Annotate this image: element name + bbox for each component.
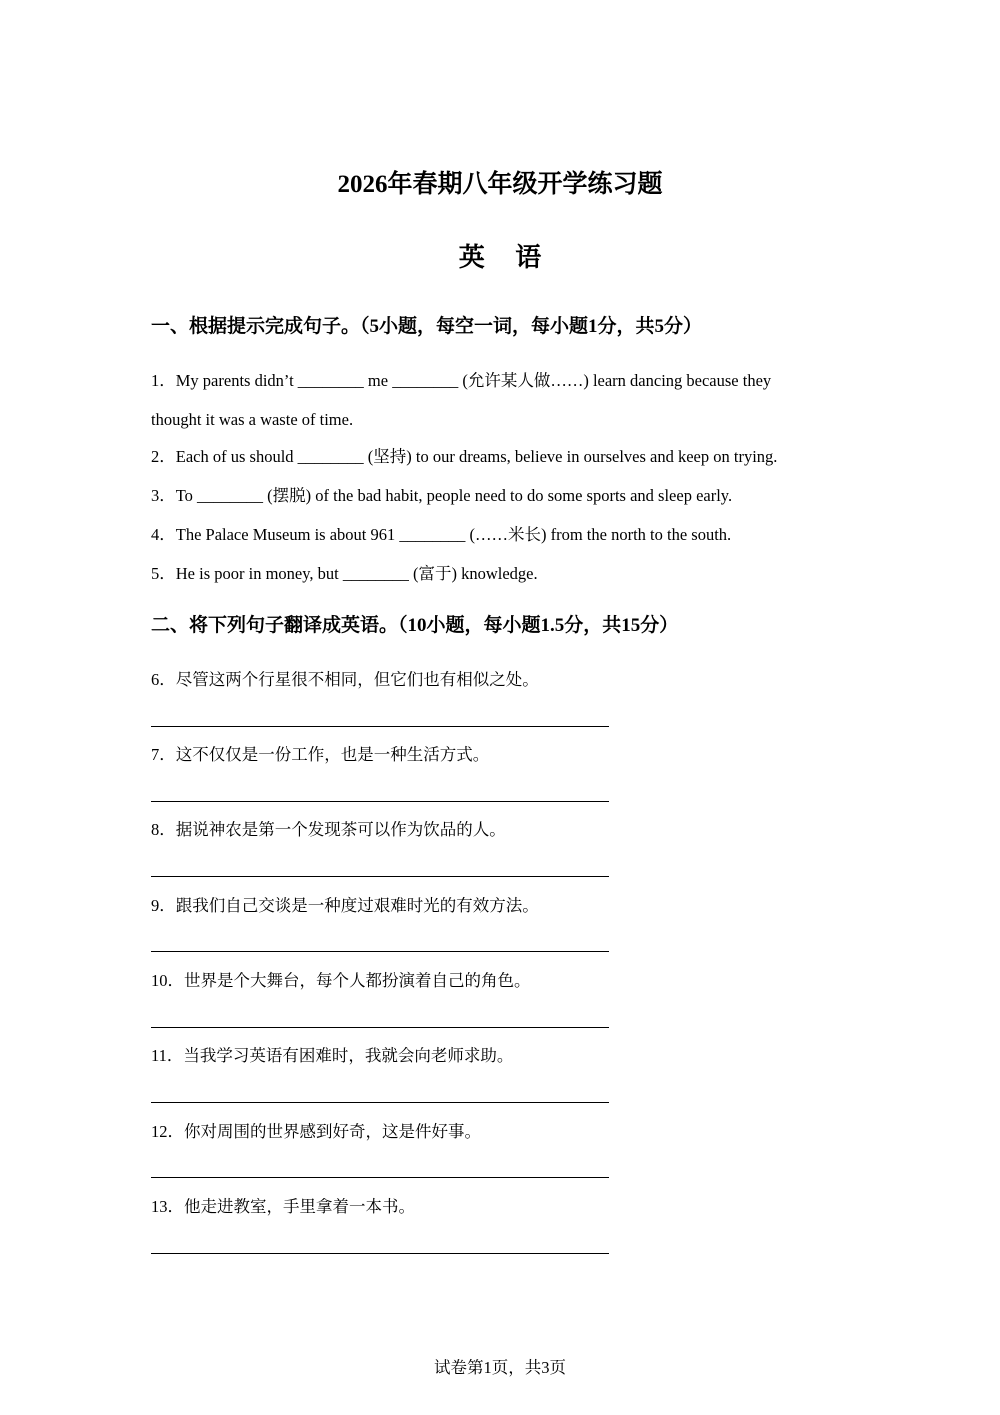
question-1-line-1: 1．My parents didn’t ________ me ________ (允许某人做……) learn dancing because they (151, 371, 772, 390)
question-7: 7．这不仅仅是一份工作，也是一种生活方式。 (151, 745, 490, 764)
section2-heading: 二、将下列句子翻译成英语。（10小题，每小题1.5分，共15分） (151, 615, 679, 636)
page-footer: 试卷第1页，共3页 (434, 1358, 566, 1377)
answer-line-12[interactable] (151, 1177, 609, 1178)
answer-line-6[interactable] (151, 726, 609, 727)
question-10: 10．世界是个大舞台，每个人都扮演着自己的角色。 (151, 971, 531, 990)
question-1-line-2: thought it was a waste of time. (151, 410, 354, 429)
answer-line-8[interactable] (151, 876, 609, 877)
question-4: 4．The Palace Museum is about 961 ________ (……米长) from the north to the south. (151, 525, 732, 544)
question-6: 6．尽管这两个行星很不相同，但它们也有相似之处。 (151, 670, 539, 689)
answer-line-9[interactable] (151, 951, 609, 952)
subject-title: 英 语 (458, 243, 554, 272)
question-13: 13．他走进教室，手里拿着一本书。 (151, 1197, 415, 1216)
answer-line-13[interactable] (151, 1253, 609, 1254)
answer-line-10[interactable] (151, 1027, 609, 1028)
question-3: 3．To ________ (摆脱) of the bad habit, people need to do some sports and sleep early. (151, 486, 733, 505)
answer-line-7[interactable] (151, 801, 609, 802)
section1-heading: 一、根据提示完成句子。（5小题，每空一词，每小题1分，共5分） (151, 316, 703, 337)
exam-title: 2026年春期八年级开学练习题 (337, 171, 663, 198)
question-12: 12．你对周围的世界感到好奇，这是件好事。 (151, 1122, 481, 1141)
question-9: 9．跟我们自己交谈是一种度过艰难时光的有效方法。 (151, 896, 539, 915)
question-8: 8．据说神农是第一个发现茶可以作为饮品的人。 (151, 820, 506, 839)
answer-line-11[interactable] (151, 1102, 609, 1103)
question-5: 5．He is poor in money, but ________ (富于) knowledge. (151, 564, 538, 583)
question-2: 2．Each of us should ________ (坚持) to our dreams, believe in ourselves and keep on trying. (151, 447, 778, 466)
question-11: 11．当我学习英语有困难时，我就会向老师求助。 (151, 1046, 514, 1065)
